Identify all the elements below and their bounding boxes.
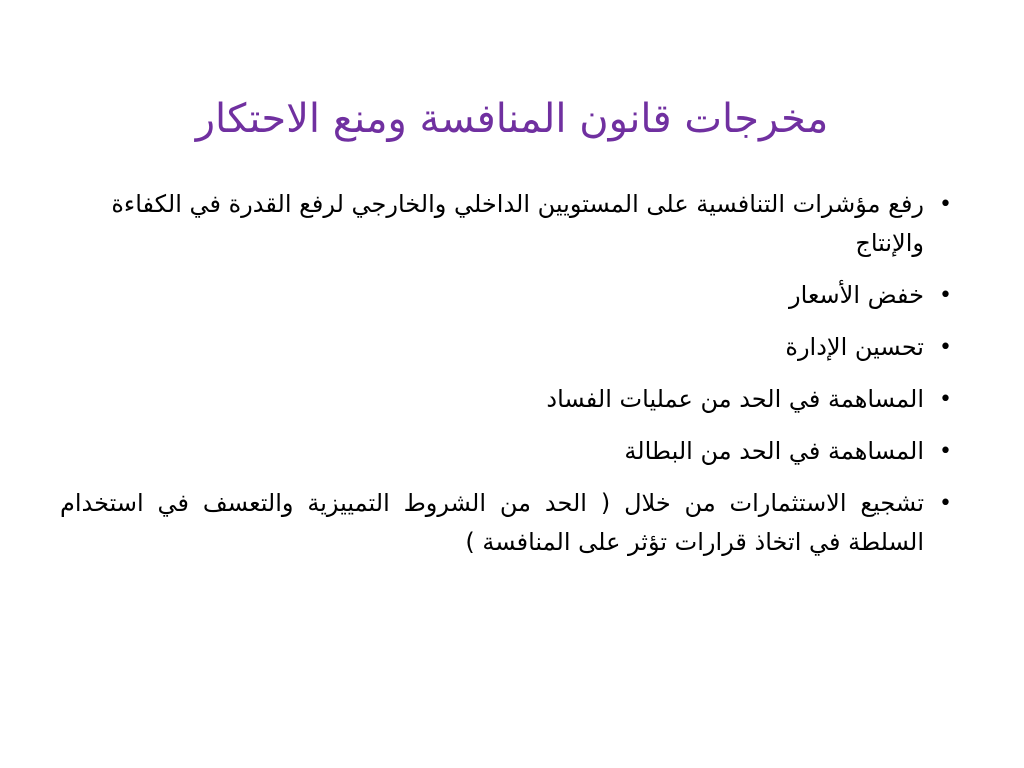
- bullet-list: [60, 185, 952, 562]
- bullet-item-competitiveness: • رفع مؤشرات التنافسية على المستويين الداخلي والخارجي لرفع القدرة في الكفاءة والإنتاج: [60, 185, 952, 263]
- slide-title: مخرجات قانون المنافسة ومنع الاحتكار: [195, 95, 829, 142]
- bullet-item-improve-management: • تحسين الإدارة: [60, 328, 952, 367]
- bullet-item-reduce-unemployment: • المساهمة في الحد من البطالة: [60, 432, 952, 471]
- bullet-item-encourage-investment: • تشجيع الاستثمارات من خلال ( الحد من الشروط التمييزية والتعسف في استخدام السلطة في اتخاذ قرارات تؤثر على المنافسة ): [60, 484, 952, 562]
- bullet-item-lower-prices: • خفض الأسعار: [60, 276, 952, 315]
- bullet-item-reduce-corruption: • المساهمة في الحد من عمليات الفساد: [60, 380, 952, 419]
- slide-content: [60, 185, 952, 575]
